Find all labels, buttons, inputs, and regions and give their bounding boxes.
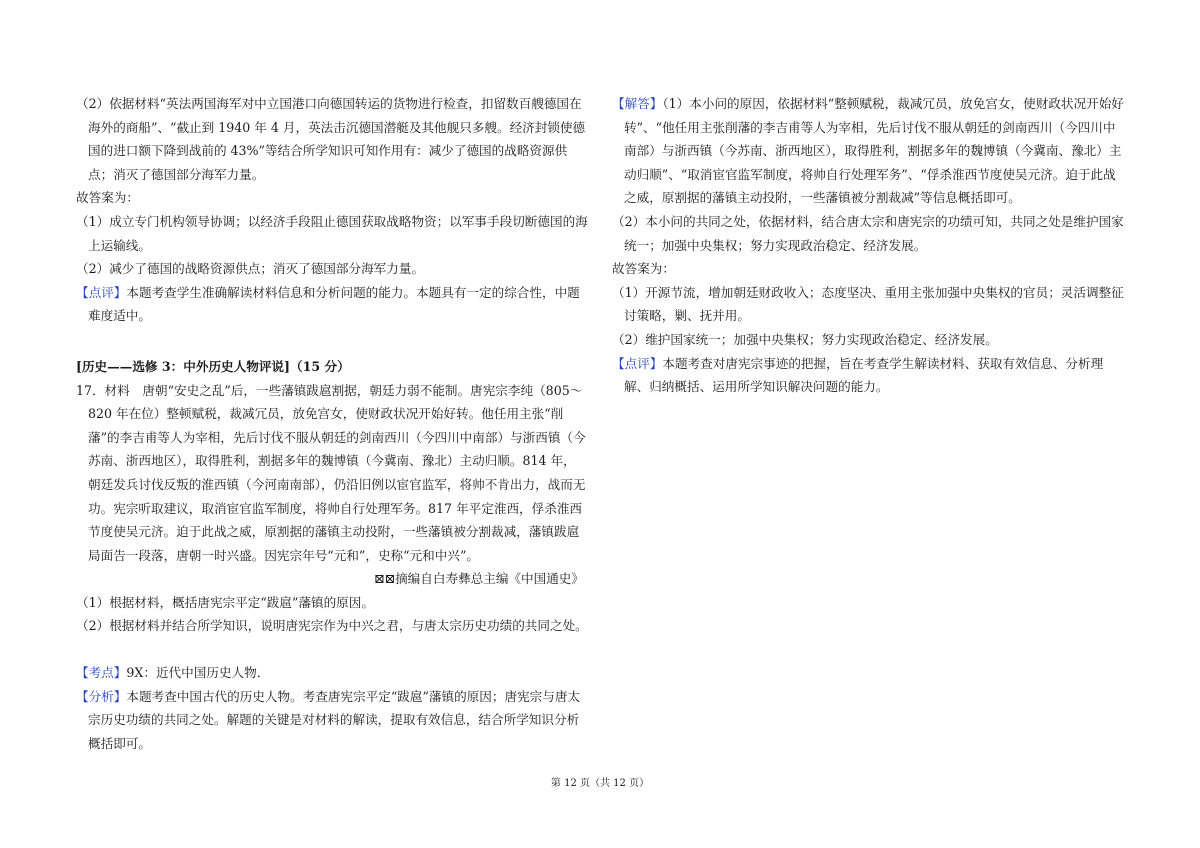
comment-tag-right: 【点评】 (612, 355, 663, 371)
kaodian-text: 9X：近代中国历史人物． (126, 665, 270, 681)
analysis-q2-paragraph: （2）依据材料“英法两国海军对中立国港口向德国转运的货物进行检查，扣留数百艘德国在海外的商船”、“截止到 1940 年 4 月，英法击沉德国潜艇及其他舰只多艘。经济封锁使德国的进口额下降到战前的 43%”等结合所学知识可知作用有：减少了德国的战略资源供点；消灭了德国部分海军力量。 (76, 96, 586, 182)
kaodian-paragraph (76, 661, 588, 685)
fenxi-paragraph (76, 685, 588, 756)
jieda-text: （1）本小问的原因，依据材料“整顿赋税，裁减冗员，放免宫女，使财政状况开始好转”、“他任用主张削藩的李吉甫等人为宰相，先后讨伐不服从朝廷的剑南西川（今四川中南部）与浙西镇（今苏南、浙西地区），取得胜利，割据多年的魏博镇（今冀南、豫北）主动归顺”、“取消宦官监军制度，将帅自行处理军务”、“俘杀淮西节度使吴元济。迫于此战之威，原割据的藩镇主动投附，一些藩镇被分割裁减”等信息概括即可。 (624, 96, 1124, 206)
question-17-2: （2）根据材料并结合所学知识，说明唐宪宗作为中兴之君，与唐太宗历史功绩的共同之处。 (76, 618, 588, 634)
page-footer: 第 12 页（共 12 页） (550, 778, 650, 789)
answer-item-2-right: （2）维护国家统一；加强中央集权；努力实现政治稳定、经济发展。 (612, 331, 998, 347)
question-17-1: （1）根据材料，概括唐宪宗平定“跋扈”藩镇的原因。 (76, 594, 374, 610)
fenxi-tag: 【分析】 (76, 688, 127, 704)
comment-tag: 【点评】 (76, 284, 127, 300)
jieda-item-2: （2）本小问的共同之处，依据材料，结合唐太宗和唐宪宗的功绩可知，共同之处是维护国家统一；加强中央集权；努力实现政治稳定、经济发展。 (612, 213, 1124, 253)
comment-paragraph-right (612, 352, 1124, 399)
right-column (612, 92, 1124, 399)
answer-item-2: （2）减少了德国的战略资源供点；消灭了德国部分海军力量。 (76, 261, 425, 277)
answer-label-right: 故答案为： (612, 261, 675, 277)
answer-item-1-right: （1）开源节流，增加朝廷财政收入；态度坚决、重用主张加强中央集权的官员；灵活调整征讨策略，剿、抚并用。 (612, 284, 1124, 324)
material-source: ⊠⊠摘编自白寿彝总主编《中国通史》 (373, 571, 584, 587)
answer-item-1: （1）成立专门机构领导协调；以经济手段阻止德国获取战略物资；以军事手段切断德国的海上运输线。 (76, 213, 588, 253)
question-17-material: 17．材料 唐朝“安史之乱”后，一些藩镇跋扈割据，朝廷力弱不能制。唐宪宗李纯（805～820 年在位）整顿赋税，裁减冗员，放免宫女，使财政状况开始好转。他任用主张“削藩”的李吉甫等人为宰相，先后讨伐不服从朝廷的剑南西川（今四川中南部）与浙西镇（今苏南、浙西地区），取得胜利，割据多年的魏博镇（今冀南、豫北）主动归顺。814 年，朝廷发兵讨伐反叛的淮西镇（今河南南部），仍沿旧例以宦官监军，将帅不肯出力，战而无功。宪宗听取建议，取消宦官监军制度，将帅自行处理军务。817 年平定淮西，俘杀淮西节度使吴元济。迫于此战之威，原割据的藩镇主动投附，一些藩镇被分割裁减，藩镇跋扈局面告一段落，唐朝一时兴盛。因宪宗年号“元和”，史称“元和中兴”。 (76, 382, 586, 563)
comment-text-right: 本题考查对唐宪宗事迹的把握，旨在考查学生解读材料、获取有效信息、分析理解、归纳概括、运用所学知识解决问题的能力。 (624, 355, 1104, 395)
kaodian-tag: 【考点】 (76, 665, 127, 681)
answer-label: 故答案为： (76, 190, 139, 206)
comment-paragraph (76, 281, 588, 328)
comment-text: 本题考查学生准确解读材料信息和分析问题的能力。本题具有一定的综合性，中题难度适中。 (88, 284, 580, 324)
jieda-paragraph (612, 92, 1124, 210)
left-column (76, 92, 588, 755)
jieda-tag: 【解答】 (612, 96, 663, 111)
fenxi-text: 本题考查中国古代的历史人物。考查唐宪宗平定“跋扈”藩镇的原因；唐宪宗与唐太宗历史功绩的共同之处。解题的关键是对材料的解读，提取有效信息，结合所学知识分析概括即可。 (88, 688, 581, 751)
section-heading: [历史——选修 3：中外历史人物评说]（15 分） (76, 358, 350, 374)
